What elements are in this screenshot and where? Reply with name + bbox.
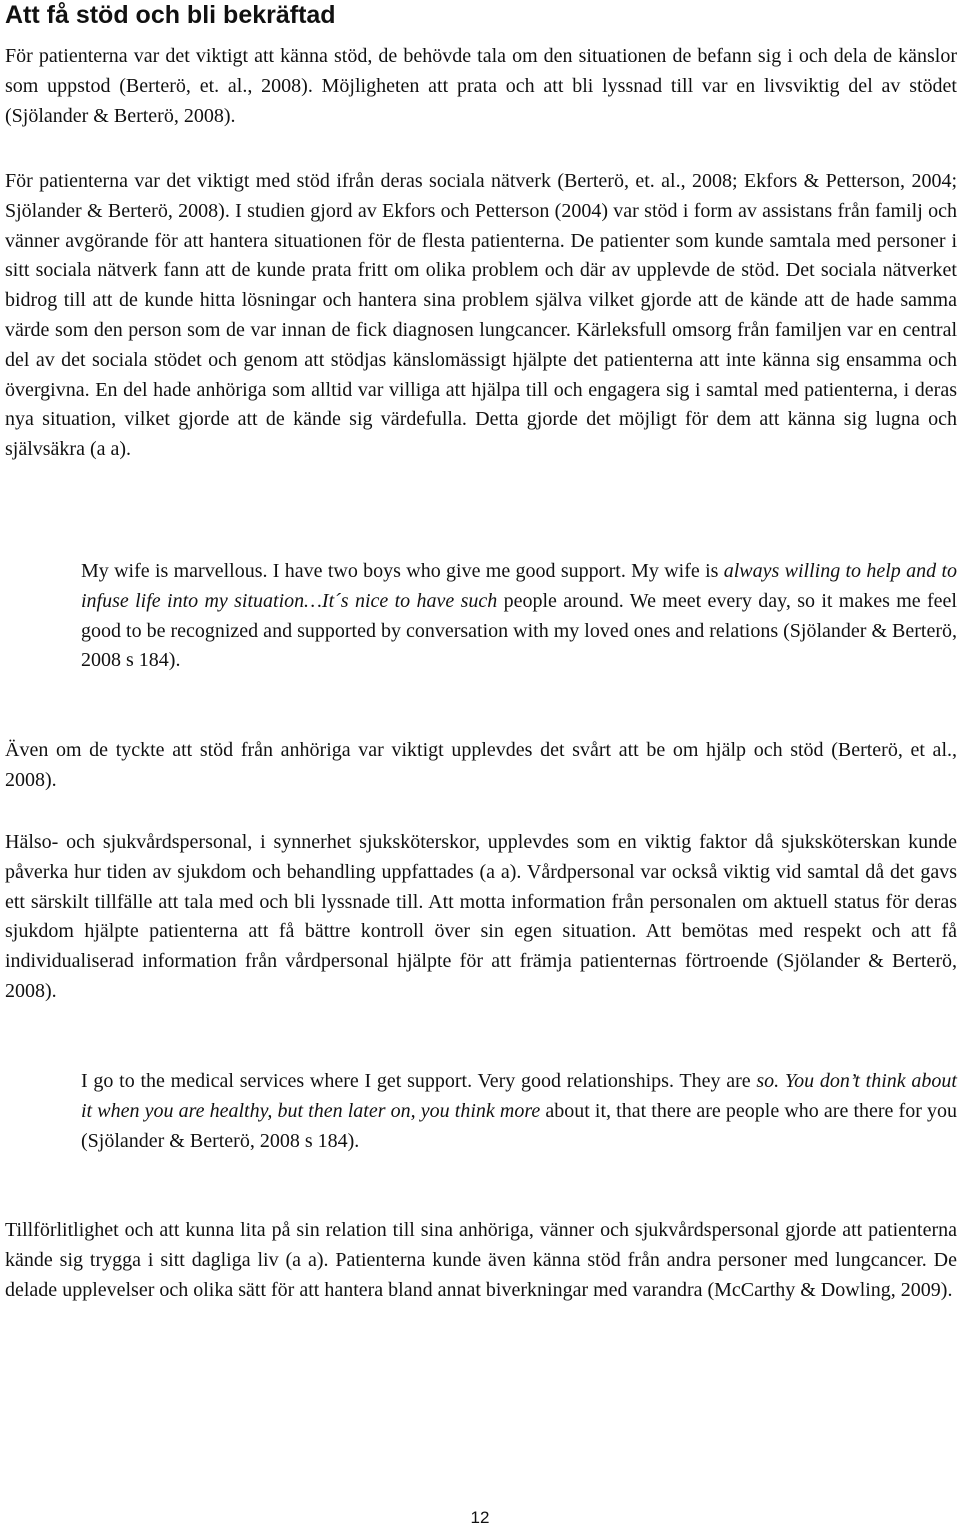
page-number: 12 [470,1508,490,1527]
quote-text: I go to the medical services where I get support. Very good relationships. They are [81,1070,757,1092]
paragraph-asking-for-help: Även om de tyckte att stöd från anhöriga var viktigt upplevdes det svårt att be om hjälp och stöd (Berterö, et al., 2008). [5,739,957,791]
block-quote-medical-services [81,1067,957,1156]
quote-italic-text: always willing to help and to infuse life into my situation…It´s nice to have such [81,560,957,612]
paragraph-trust-and-peers: Tillförlitlighet och att kunna lita på sin relation till sina anhöriga, vänner och sjukvårdspersonal gjorde att patienterna kände sig trygga i sitt dagliga liv (a a). Patienterna kunde även känna stöd från andra personer med lungcancer. De delade upplevelser och olika sätt för att hantera bland annat biverkningar med varandra (McCarthy & Dowling, 2009). [5,1219,957,1301]
block-quote-wife [81,557,957,676]
paragraph-need-for-support: För patienterna var det viktigt att känna stöd, de behövde tala om den situationen de befann sig i och dela de känslor som uppstod (Berterö, et. al., 2008). Möjligheten att prata och att bli lyssnad till var en livsviktig del av stödet (Sjölander & Berterö, 2008). [5,45,957,127]
quote-text: about it, that there are people who are there for you (Sjölander & Berterö, 2008 s 184). [81,1099,957,1152]
paragraph-healthcare-staff: Hälso- och sjukvårdspersonal, i synnerhet sjuksköterskor, upplevdes som en viktig faktor då sjuksköterskan kunde påverka hur tiden av sjukdom och behandling uppfattades (a a). Vårdpersonal var också viktig vid samtal då det gavs ett särskilt tillfälle att tala med och bli lyssnade till. Att motta information från personalen om aktuell status för deras sjukdom hjälpte patienterna att få bättre kontroll över sin egen situation. Att bemötas med respekt och att få individualiserad information från vårdpersonal hjälpte för att främja patienternas förtroende (Sjölander & Berterö, 2008). [5,831,957,1002]
quote-text: My wife is marvellous. I have two boys who give me good support. My wife is [81,560,724,582]
quote-text: people around. We meet every day, so it makes me feel good to be recognized and supported by conversation with my loved ones and relations (Sjölander & Berterö, 2008 s 184). [81,589,957,672]
paragraph-social-network: För patienterna var det viktigt med stöd ifrån deras sociala nätverk (Berterö, et. al., 2008; Ekfors & Petterson, 2004; Sjölander & Berterö, 2008). I studien gjord av Ekfors och Petterson (2004) var stöd i form av assistans från familj och vänner avgörande för att hantera situationen för de flesta patienterna. De patienter som kunde samtala med personer i sitt sociala nätverk fann att de kunde prata fritt om olika problem och där av upplevde de stöd. Det sociala nätverket bidrog till att de kunde hitta lösningar och hantera sina problem själva vilket gjorde att de kände att de hade samma värde som den person som de var innan de fick diagnosen lungcancer. Kärleksfull omsorg från familjen var en central del av det sociala stödet och genom att stödjas känslomässigt hjälpte det patienterna att inte känna sig ensamma och övergivna. En del hade anhöriga som alltid var villiga att hjälpa till och engagera sig i samtal med patienterna, i deras nya situation, vilket gjorde att de kände sig värdefulla. Detta gjorde det möjligt för dem att känna sig lugna och självsäkra (a a). [5,170,957,461]
section-heading: Att få stöd och bli bekräftad [5,1,336,29]
quote-italic-text: so. You don’t think about it when you are healthy, but then later on, you think more [81,1070,957,1122]
